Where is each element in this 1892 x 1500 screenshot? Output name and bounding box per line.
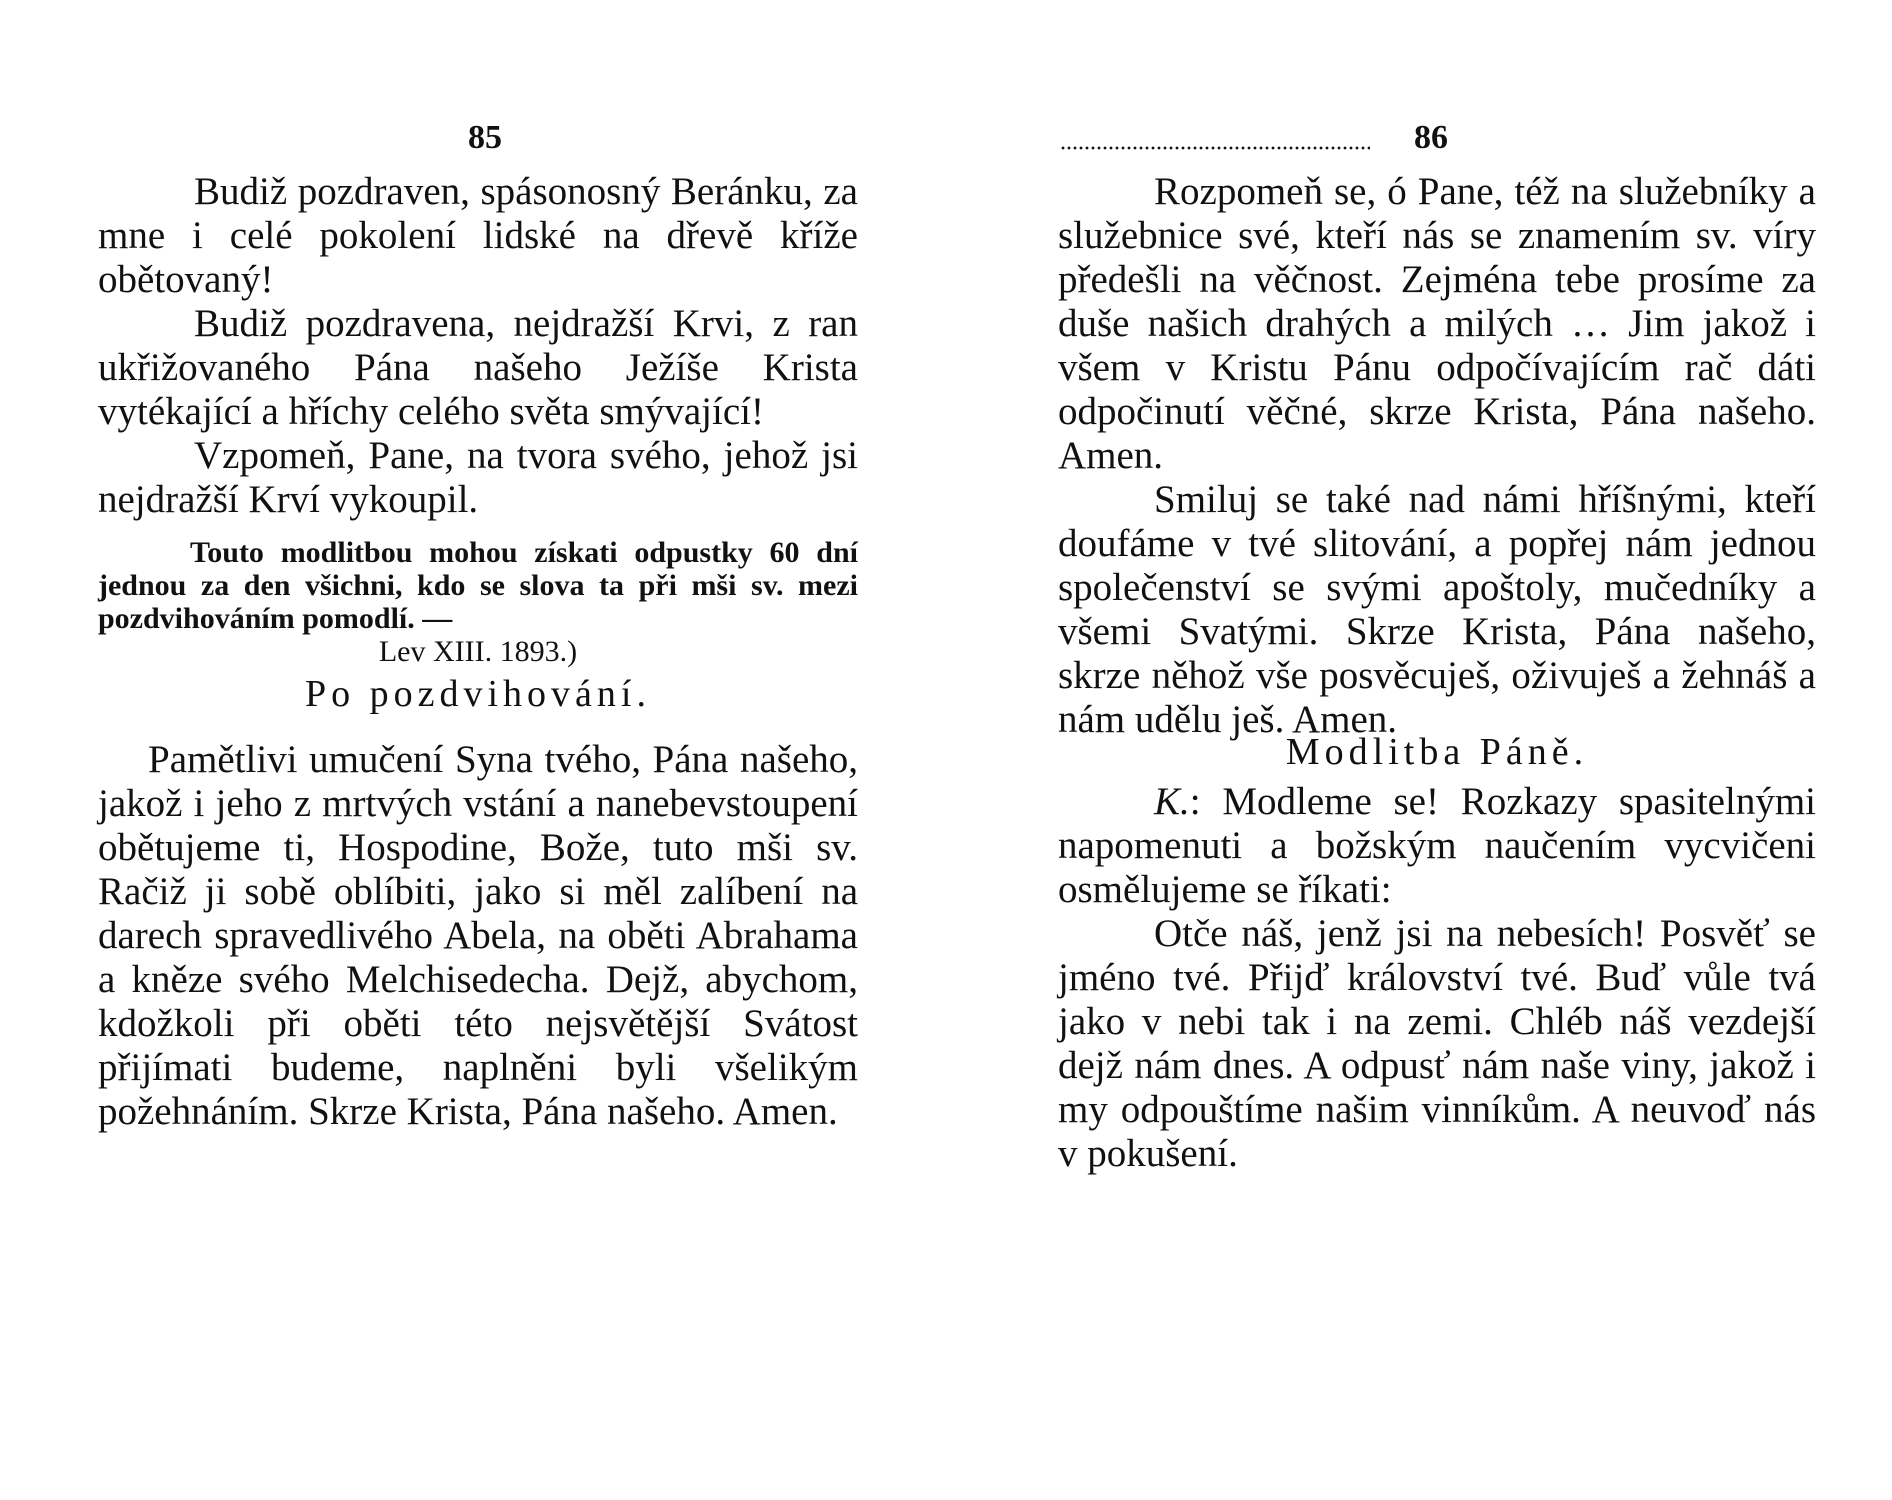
k-text: : Modleme se! Rozkazy spasitelnými napomenuti a božským naučením vycvičeni osmělujeme se říkati: [1058,780,1816,911]
page-number-left: 85 [468,119,502,156]
paragraph-blood: Budiž pozdravena, nejdražší Krvi, z ran ukřižovaného Pána našeho Ježíše Krista vytékající a hříchy celého světa smývající! [98,302,858,433]
left-text-block [98,170,858,668]
paragraph-k-invitation [1058,780,1816,912]
heading-after-elevation: Po pozdvihování. [305,673,651,715]
paragraph-remember: Vzpomeň, Pane, na tvora svého, jehož jsi nejdražší Krví vykoupil. [98,434,858,521]
paragraph-mercy: Smiluj se také nad námi hříšnými, kteří doufáme v tvé slitování, a popřej nám jednou společenství se svými apoštoly, mučedníky a všemi Svatými. Skrze Krista, Pána našeho, skrze něhož vše posvěcuješ, oživuješ a žehnáš a nám udělu ješ. Amen. [1058,478,1816,741]
left-prayer-block [98,738,858,1134]
indulgence-note [98,536,858,668]
paragraph-after-elevation-prayer: Pamětlivi umučení Syna tvého, Pána našeho, jakož i jeho z mrtvých vstání a nanebevstoupení obětujeme ti, Hospodine, Bože, tuto mši sv. Račiž ji sobě oblíbiti, jako si měl zalíbení na darech spravedlivého Abela, na oběti Abrahama a kněze svého Melchisedecha. Dejž, abychom, kdožkoli při oběti této nejsvětější Svátost přijímati budeme, naplněni byli všelikým požehnáním. Skrze Krista, Pána našeho. Amen. [98,738,858,1133]
paragraph-our-father: Otče náš, jenž jsi na nebesích! Posvěť se jméno tvé. Přijď království tvé. Buď vůle tvá jako v nebi tak i na zemi. Chléb náš vezdejší dejž nám dnes. A odpusť nám naše viny, jakož i my odpouštíme našim vinníkům. A neuvoď nás v pokušení. [1058,912,1816,1175]
heading-lords-prayer: Modlitba Páně. [1285,731,1589,773]
paragraph-lamb: Budiž pozdraven, spásonosný Beránku, za mne i celé pokolení lidské na dřevě kříže obětovaný! [98,170,858,301]
paragraph-remember-dead: Rozpomeň se, ó Pane, též na služebníky a služebnice své, kteří nás se znamením sv. víry předešli na věčnost. Zejména tebe prosíme za duše našich drahých a milých … Jim jakož i všem v Kristu Pánu odpočívajícím rač dáti odpočinutí věčné, skrze Krista, Pána našeho. Amen. [1058,170,1816,477]
right-text-block [1058,170,1816,742]
header-dotted-rule [1060,146,1370,150]
right-page [946,0,1892,1500]
k-label: K. [1154,780,1190,823]
indulgence-note-text: Touto modlitbou mohou získati odpustky 60 dní jednou za den všichni, kdo se slova ta při mši sv. mezi pozdvihováním pomodlí. — [98,536,858,635]
right-prayer-block [1058,780,1816,1176]
page-number-right: 86 [1414,119,1448,156]
indulgence-note-source: Lev XIII. 1893.) [378,635,578,668]
